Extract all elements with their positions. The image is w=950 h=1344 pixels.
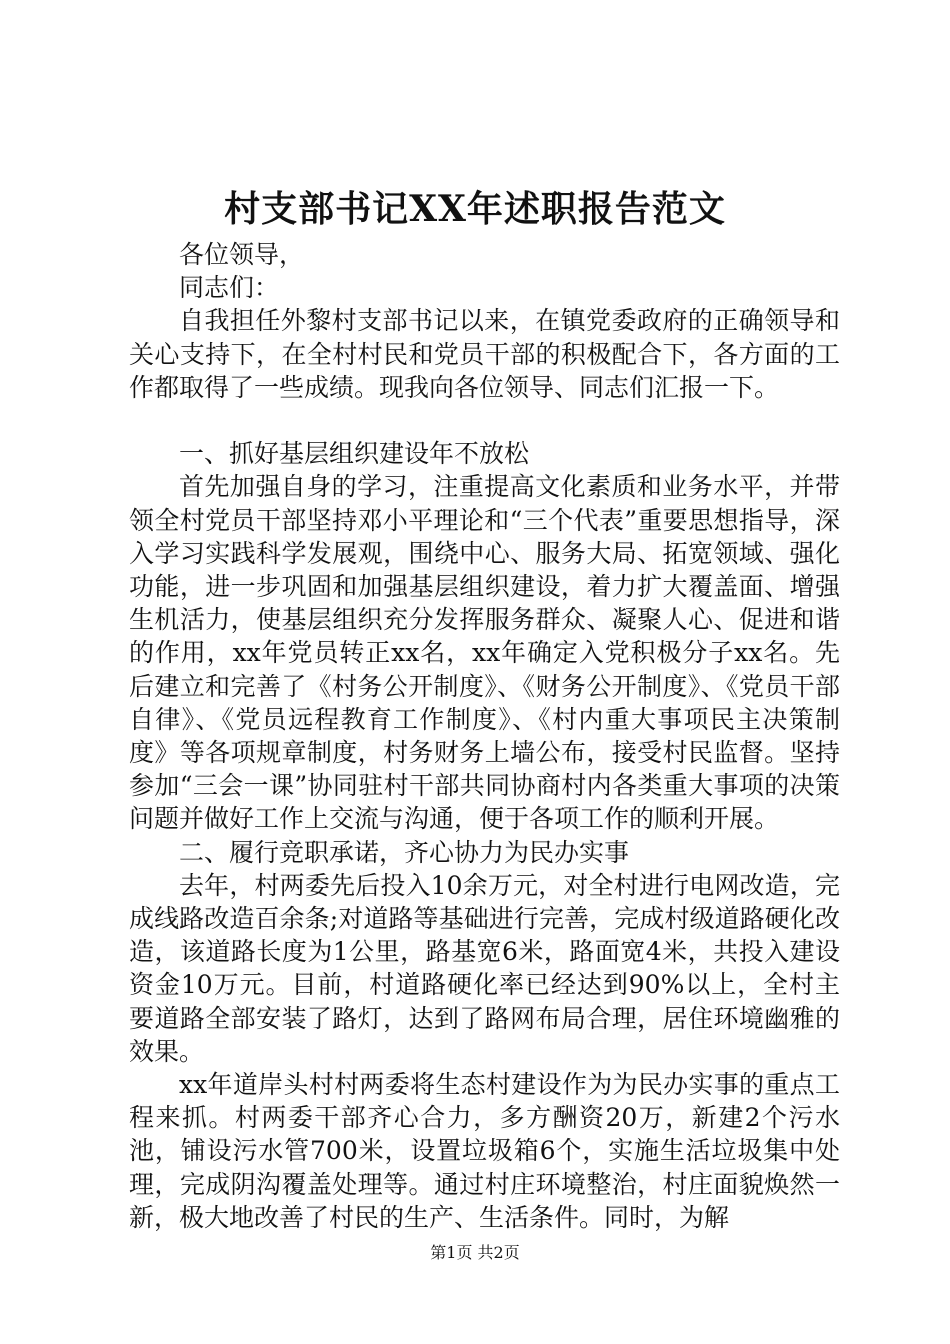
section-2-paragraph-1: 去年，村两委先后投入10余万元，对全村进行电网改造，完成线路改造百余条;对道路等基础进行完善，完成村级道路硬化改造，该道路长度为1公里，路基宽6米，路面宽4米，共投入建设资金10万元。目前，村道路硬化率已经达到90%以上，全村主要道路全部安装了路灯，达到了路网布局合理，居住环境幽雅的效果。 xyxy=(129,870,840,1066)
greeting-comrades: 同志们： xyxy=(179,273,280,303)
page-number-footer: 第1页 共2页 xyxy=(430,1243,520,1262)
document-title: 村支部书记XX年述职报告范文 xyxy=(224,188,726,230)
section-heading-2: 二、履行竞职承诺，齐心协力为民办实事 xyxy=(179,837,630,867)
greeting-leaders: 各位领导， xyxy=(179,240,305,269)
section-heading-1: 一、抓好基层组织建设年不放松 xyxy=(179,439,530,469)
section-2-paragraph-2: xx年道岸头村村两委将生态村建设作为为民办实事的重点工程来抓。村两委干部齐心合力，多方酬资20万，新建2个污水池，铺设污水管700米，设置垃圾箱6个，实施生活垃圾集中处理，完成阴沟覆盖处理等。通过村庄环境整治，村庄面貌焕然一新，极大地改善了村民的生产、生活条件。同时，为解 xyxy=(129,1070,840,1232)
intro-paragraph: 自我担任外黎村支部书记以来，在镇党委政府的正确领导和关心支持下，在全村村民和党员干部的积极配合下，各方面的工作都取得了一些成绩。现我向各位领导、同志们汇报一下。 xyxy=(129,306,840,402)
document-body xyxy=(129,238,840,1234)
section-1-paragraph: 首先加强自身的学习，注重提高文化素质和业务水平，并带领全村党员干部坚持邓小平理论和“三个代表”重要思想指导，深入学习实践科学发展观，围绕中心、服务大局、拓宽领域、强化功能，进一步巩固和加强基层组织建设，着力扩大覆盖面、增强生机活力，使基层组织充分发挥服务群众、凝聚人心、促进和谐的作用，xx年党员转正xx名，xx年确定入党积极分子xx名。先后建立和完善了《村务公开制度》、《财务公开制度》、《党员干部自律》、《党员远程教育工作制度》、《村内重大事项民主决策制度》等各项规章制度，村务财务上墙公布，接受村民监督。坚持参加“三会一课”协同驻村干部共同协商村内各类重大事项的决策问题并做好工作上交流与沟通，便于各项工作的顺利开展。 xyxy=(129,472,840,834)
